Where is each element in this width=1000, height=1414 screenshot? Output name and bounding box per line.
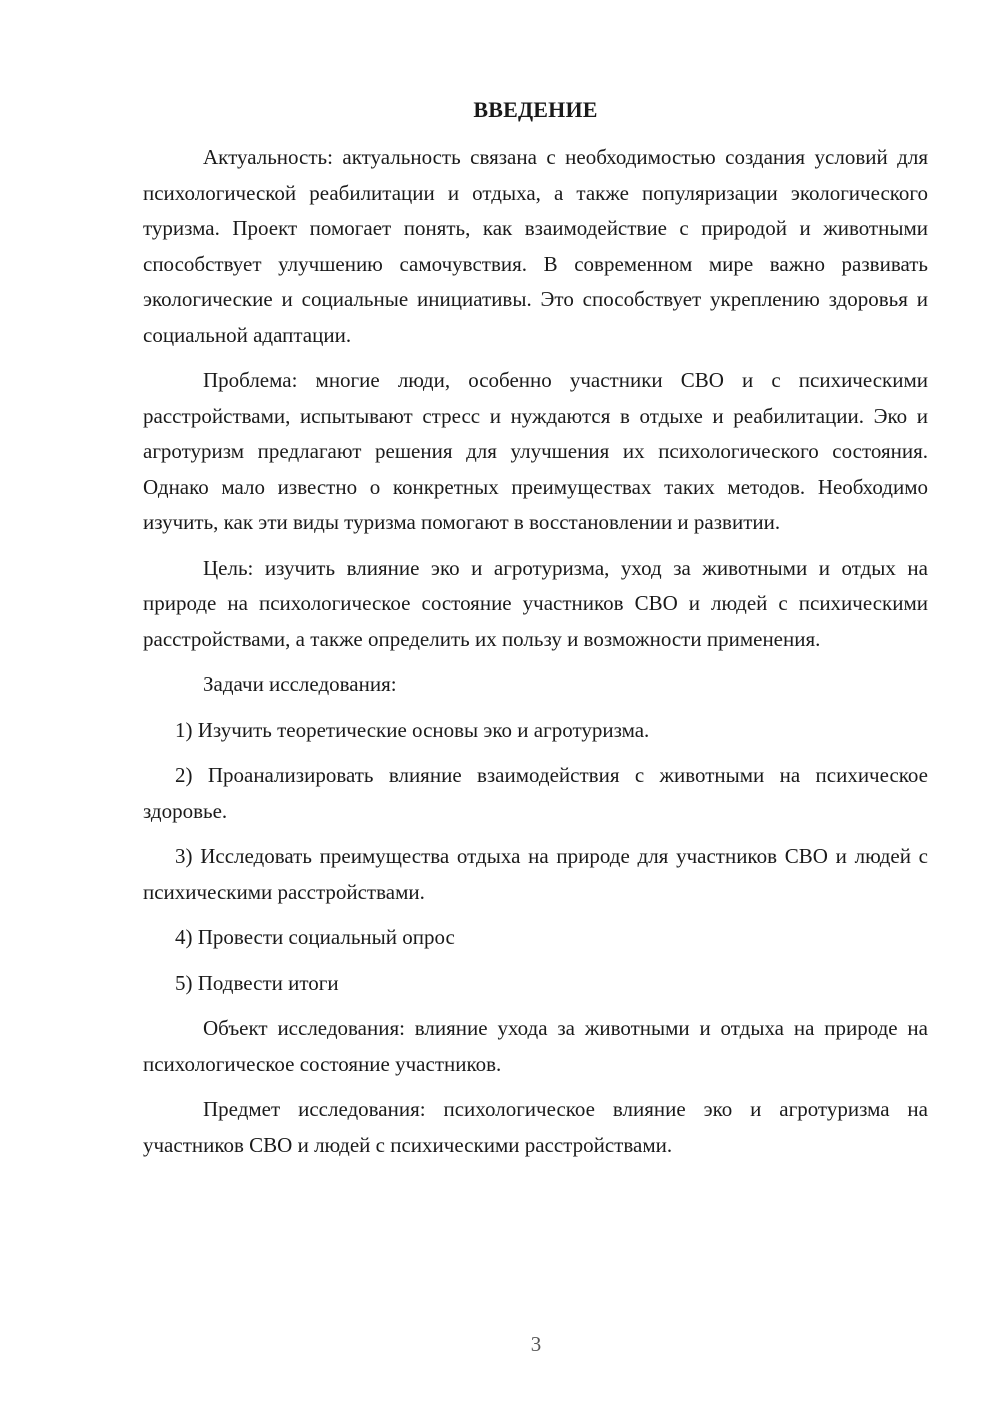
list-item: 1) Изучить теоретические основы эко и агротуризма. <box>175 717 650 742</box>
list-item: 4) Провести социальный опрос <box>175 925 455 949</box>
tasks-list <box>143 713 928 1002</box>
document-page <box>143 92 928 1173</box>
list-item: 2) Проанализировать влияние взаимодействия с животными на психическое здоровье. <box>143 763 928 823</box>
page-title: ВВЕДЕНИЕ <box>473 97 598 122</box>
problem-paragraph: Проблема: многие люди, особенно участники СВО и с психическими расстройствами, испытывают стресс и нуждаются в отдыхе и реабилитации. Эко и агротуризм предлагают решения для улучшения их психологического состояния. Однако мало известно о конкретных преимуществах таких методов. Необходимо изучить, как эти виды туризма помогают в восстановлении и развитии. <box>143 368 928 534</box>
page-number: 3 <box>530 1332 542 1356</box>
subject-paragraph: Предмет исследования: психологическое влияние эко и агротуризма на участников СВО и людей с психическими расстройствами. <box>143 1097 928 1157</box>
goal-paragraph: Цель: изучить влияние эко и агротуризма, уход за животными и отдых на природе на психологическое состояние участников СВО и людей с психическими расстройствами, а также определить их пользу и возможности применения. <box>143 555 928 651</box>
list-item: 5) Подвести итоги <box>175 970 339 995</box>
relevance-paragraph: Актуальность: актуальность связана с необходимостью создания условий для психологической реабилитации и отдыха, а также популяризации экологического туризма. Проект помогает понять, как взаимодействие с природой и животными способствует улучшению самочувствия. В современном мире важно развивать экологические и социальные инициативы. Это способствует укреплению здоровья и социальной адаптации. <box>143 145 928 347</box>
tasks-heading: Задачи исследования: <box>203 672 397 696</box>
list-item: 3) Исследовать преимущества отдыха на природе для участников СВО и людей с психическими расстройствами. <box>143 844 928 904</box>
object-paragraph: Объект исследования: влияние ухода за животными и отдыха на природе на психологическое состояние участников. <box>143 1016 928 1076</box>
